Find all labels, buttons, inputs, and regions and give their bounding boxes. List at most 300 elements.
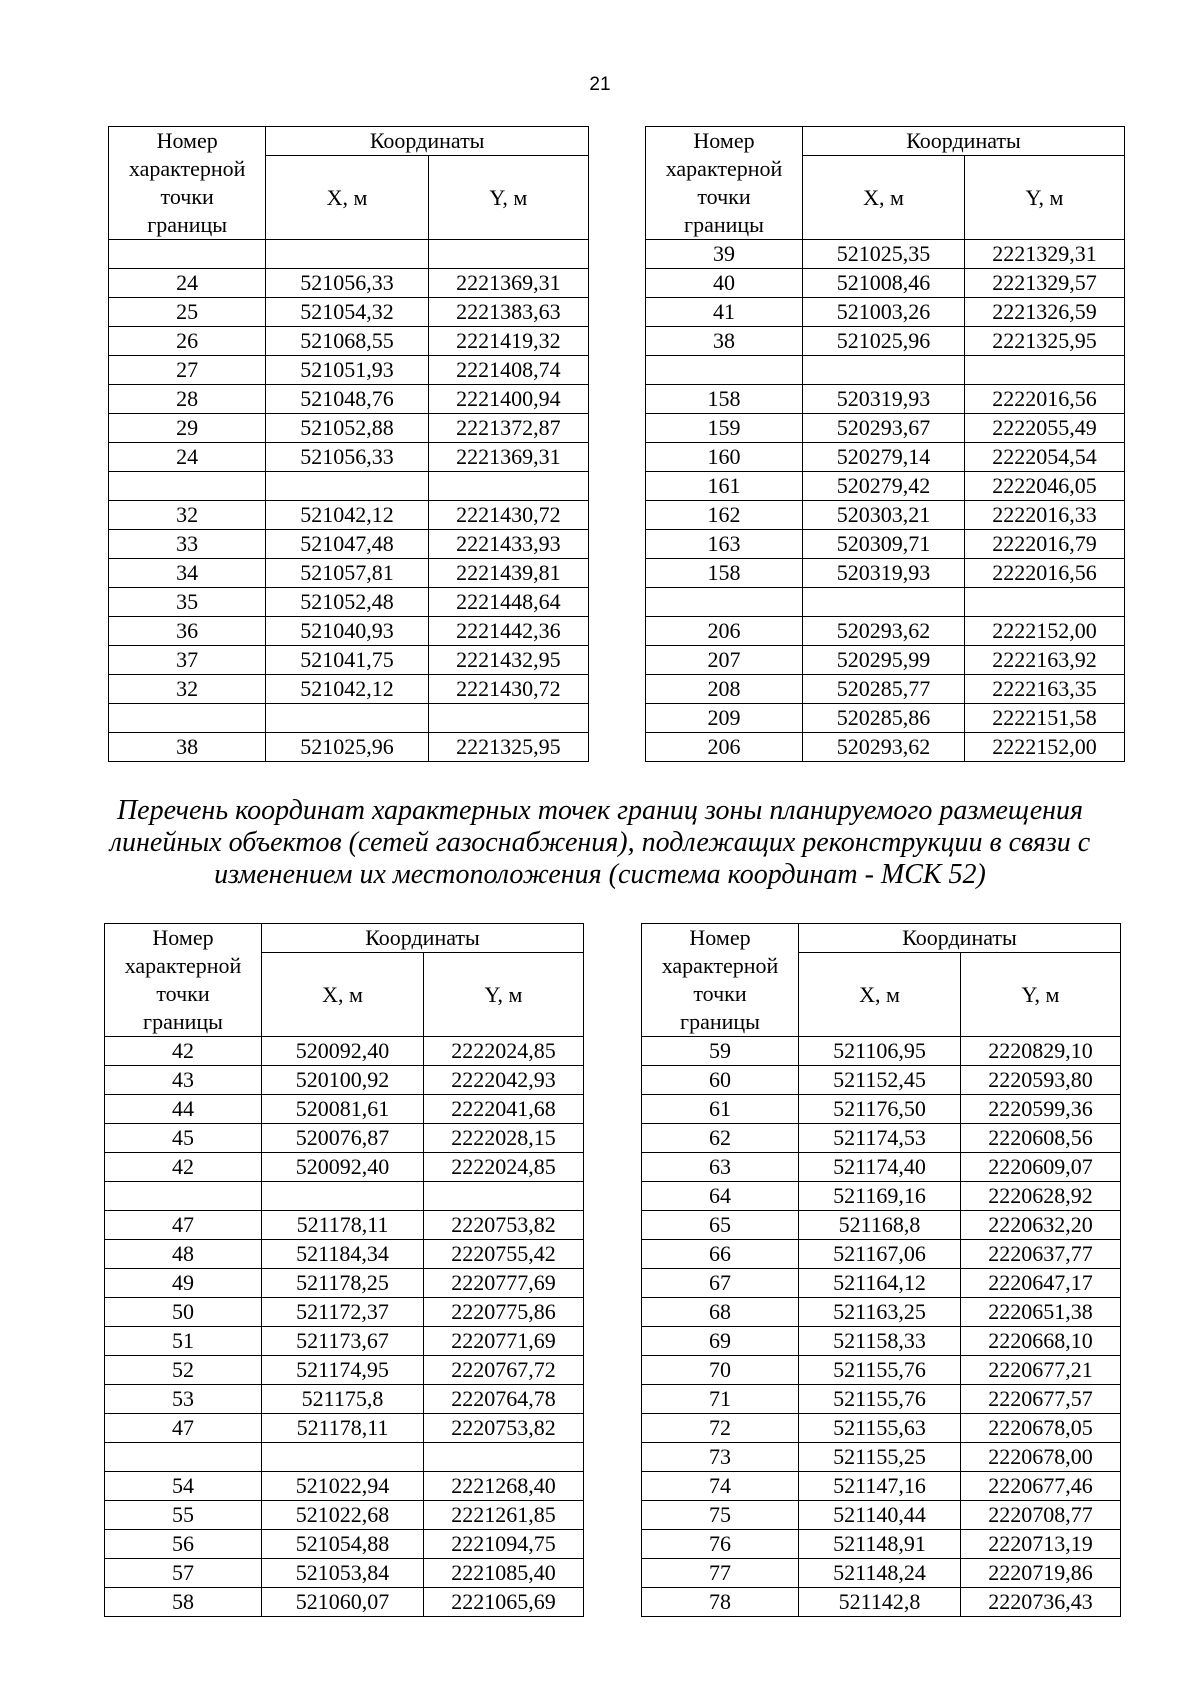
point-number-cell: 68 (642, 1298, 799, 1327)
point-number-cell: 32 (109, 675, 266, 704)
y-coordinate-cell: 2220608,56 (961, 1124, 1121, 1153)
table-row (642, 1298, 1121, 1327)
y-coordinate-cell: 2220719,86 (961, 1559, 1121, 1588)
x-coordinate-cell: 520081,61 (262, 1095, 424, 1124)
table-row (642, 1414, 1121, 1443)
point-number-cell: 42 (105, 1037, 262, 1066)
x-coordinate-cell: 520285,86 (803, 704, 965, 733)
x-coordinate-cell: 521042,12 (266, 675, 428, 704)
x-coordinate-cell: 521173,67 (262, 1327, 424, 1356)
header-row (642, 924, 1121, 953)
y-coordinate-cell: 2220651,38 (961, 1298, 1121, 1327)
point-number-cell: 32 (109, 501, 266, 530)
table-row (642, 1211, 1121, 1240)
point-number-cell: 41 (646, 298, 803, 327)
x-coordinate-cell: 521025,96 (803, 327, 965, 356)
table-row (105, 1588, 584, 1617)
table-row (646, 617, 1125, 646)
y-coordinate-cell: 2221094,75 (424, 1530, 584, 1559)
x-header: X, м (799, 953, 961, 1037)
y-coordinate-cell: 2220677,46 (961, 1472, 1121, 1501)
x-header: X, м (803, 156, 965, 240)
y-coordinate-cell: 2220593,80 (961, 1066, 1121, 1095)
point-number-cell: 44 (105, 1095, 262, 1124)
coordinates-table-4 (641, 923, 1121, 1617)
y-coordinate-cell: 2222152,00 (965, 733, 1125, 762)
table-row (109, 443, 589, 472)
x-coordinate-cell (266, 704, 428, 733)
y-header: Y, м (428, 156, 588, 240)
table-row (105, 1356, 584, 1385)
point-number-cell: 76 (642, 1530, 799, 1559)
point-number-cell: 24 (109, 269, 266, 298)
point-number-cell (105, 1182, 262, 1211)
y-coordinate-cell: 2220755,42 (424, 1240, 584, 1269)
y-coordinate-cell: 2220678,00 (961, 1443, 1121, 1472)
y-coordinate-cell: 2221329,31 (965, 240, 1125, 269)
point-number-header-line: границы (684, 212, 764, 237)
y-coordinate-cell: 2220678,05 (961, 1414, 1121, 1443)
table-row (646, 588, 1125, 617)
y-coordinate-cell: 2222151,58 (965, 704, 1125, 733)
x-coordinate-cell: 520309,71 (803, 530, 965, 559)
point-number-cell: 162 (646, 501, 803, 530)
table-row (105, 1211, 584, 1240)
table-row (642, 1559, 1121, 1588)
point-number-cell: 55 (105, 1501, 262, 1530)
point-number-cell: 52 (105, 1356, 262, 1385)
point-number-cell: 159 (646, 414, 803, 443)
y-coordinate-cell (424, 1182, 584, 1211)
coordinates-header: Координаты (803, 127, 1125, 156)
point-number-cell: 72 (642, 1414, 799, 1443)
x-coordinate-cell: 521158,33 (799, 1327, 961, 1356)
x-coordinate-cell: 521167,06 (799, 1240, 961, 1269)
table-row (105, 1066, 584, 1095)
y-coordinate-cell: 2221448,64 (428, 588, 588, 617)
y-coordinate-cell: 2221085,40 (424, 1559, 584, 1588)
point-number-cell: 65 (642, 1211, 799, 1240)
coordinates-table-1 (108, 126, 589, 762)
x-coordinate-cell (803, 588, 965, 617)
table-row (105, 1530, 584, 1559)
y-coordinate-cell: 2221325,95 (965, 327, 1125, 356)
point-number-cell: 47 (105, 1211, 262, 1240)
point-number-cell: 38 (646, 327, 803, 356)
table-row (109, 733, 589, 762)
x-coordinate-cell: 521168,8 (799, 1211, 961, 1240)
table-row (109, 298, 589, 327)
table-row (105, 1182, 584, 1211)
y-coordinate-cell: 2220777,69 (424, 1269, 584, 1298)
table-row (642, 1443, 1121, 1472)
point-number-cell: 61 (642, 1095, 799, 1124)
table-row (105, 1559, 584, 1588)
table-row (109, 617, 589, 646)
table-row (646, 414, 1125, 443)
y-coordinate-cell: 2222016,56 (965, 385, 1125, 414)
table-row (109, 501, 589, 530)
point-number-cell: 60 (642, 1066, 799, 1095)
y-coordinate-cell: 2221433,93 (428, 530, 588, 559)
x-coordinate-cell: 521147,16 (799, 1472, 961, 1501)
coordinates-header: Координаты (262, 924, 584, 953)
point-number-cell: 25 (109, 298, 266, 327)
table-row (109, 327, 589, 356)
point-number-cell: 26 (109, 327, 266, 356)
point-number-cell: 50 (105, 1298, 262, 1327)
x-coordinate-cell: 521142,8 (799, 1588, 961, 1617)
point-number-cell: 70 (642, 1356, 799, 1385)
y-coordinate-cell: 2220736,43 (961, 1588, 1121, 1617)
point-number-cell: 37 (109, 646, 266, 675)
point-number-cell: 27 (109, 356, 266, 385)
point-number-cell: 75 (642, 1501, 799, 1530)
y-coordinate-cell: 2221326,59 (965, 298, 1125, 327)
table-row (642, 1356, 1121, 1385)
table-row (646, 356, 1125, 385)
y-coordinate-cell: 2220753,82 (424, 1414, 584, 1443)
y-coordinate-cell: 2220753,82 (424, 1211, 584, 1240)
point-number-cell: 43 (105, 1066, 262, 1095)
point-number-header (109, 127, 266, 240)
coordinates-table-3 (104, 923, 584, 1617)
y-coordinate-cell: 2221372,87 (428, 414, 588, 443)
x-coordinate-cell: 521068,55 (266, 327, 428, 356)
table-row (646, 240, 1125, 269)
y-coordinate-cell: 2222016,56 (965, 559, 1125, 588)
x-coordinate-cell: 520295,99 (803, 646, 965, 675)
point-number-cell: 209 (646, 704, 803, 733)
x-coordinate-cell: 521051,93 (266, 356, 428, 385)
header-row (105, 924, 584, 953)
y-coordinate-cell: 2221325,95 (428, 733, 588, 762)
y-coordinate-cell: 2222024,85 (424, 1037, 584, 1066)
table-row (646, 501, 1125, 530)
point-number-cell: 49 (105, 1269, 262, 1298)
point-number-header-line: Номер (152, 925, 214, 950)
table-row (642, 1066, 1121, 1095)
y-coordinate-cell: 2221383,63 (428, 298, 588, 327)
y-coordinate-cell: 2221430,72 (428, 675, 588, 704)
y-coordinate-cell: 2222016,33 (965, 501, 1125, 530)
point-number-cell: 74 (642, 1472, 799, 1501)
y-coordinate-cell: 2220775,86 (424, 1298, 584, 1327)
point-number-cell: 39 (646, 240, 803, 269)
table-row (646, 646, 1125, 675)
point-number-cell: 161 (646, 472, 803, 501)
y-coordinate-cell: 2221439,81 (428, 559, 588, 588)
x-coordinate-cell: 520076,87 (262, 1124, 424, 1153)
y-coordinate-cell: 2221065,69 (424, 1588, 584, 1617)
x-coordinate-cell (266, 472, 428, 501)
point-number-cell: 57 (105, 1559, 262, 1588)
y-coordinate-cell: 2220829,10 (961, 1037, 1121, 1066)
x-coordinate-cell: 521041,75 (266, 646, 428, 675)
y-coordinate-cell (965, 356, 1125, 385)
x-coordinate-cell: 521022,68 (262, 1501, 424, 1530)
x-coordinate-cell: 521155,63 (799, 1414, 961, 1443)
point-number-cell: 206 (646, 617, 803, 646)
x-coordinate-cell: 520319,93 (803, 385, 965, 414)
y-coordinate-cell: 2222046,05 (965, 472, 1125, 501)
point-number-header-line: характерной (665, 156, 783, 181)
x-coordinate-cell: 521025,35 (803, 240, 965, 269)
point-number-header-line: Номер (156, 128, 218, 153)
x-coordinate-cell: 521042,12 (266, 501, 428, 530)
point-number-cell: 28 (109, 385, 266, 414)
table-row (105, 1269, 584, 1298)
table-row (105, 1414, 584, 1443)
point-number-header-line: точки (156, 981, 210, 1006)
y-coordinate-cell: 2222054,54 (965, 443, 1125, 472)
y-header: Y, м (424, 953, 584, 1037)
y-coordinate-cell (965, 588, 1125, 617)
point-number-cell (109, 704, 266, 733)
x-coordinate-cell: 521140,44 (799, 1501, 961, 1530)
y-coordinate-cell (428, 704, 588, 733)
point-number-header (105, 924, 262, 1037)
point-number-cell: 62 (642, 1124, 799, 1153)
y-coordinate-cell: 2220647,17 (961, 1269, 1121, 1298)
table-row (109, 704, 589, 733)
y-coordinate-cell: 2220677,57 (961, 1385, 1121, 1414)
x-coordinate-cell: 521040,93 (266, 617, 428, 646)
x-coordinate-cell: 521025,96 (266, 733, 428, 762)
point-number-cell: 48 (105, 1240, 262, 1269)
table-row (105, 1095, 584, 1124)
y-coordinate-cell: 2221432,95 (428, 646, 588, 675)
point-number-cell: 69 (642, 1327, 799, 1356)
point-number-cell: 35 (109, 588, 266, 617)
table-row (646, 298, 1125, 327)
x-coordinate-cell: 520092,40 (262, 1037, 424, 1066)
x-coordinate-cell: 521052,88 (266, 414, 428, 443)
y-coordinate-cell (428, 472, 588, 501)
table-row (642, 1385, 1121, 1414)
x-coordinate-cell: 521056,33 (266, 269, 428, 298)
x-coordinate-cell: 521052,48 (266, 588, 428, 617)
point-number-header-line: границы (143, 1009, 223, 1034)
point-number-header-line: границы (147, 212, 228, 237)
table-row (642, 1588, 1121, 1617)
y-coordinate-cell: 2221408,74 (428, 356, 588, 385)
y-coordinate-cell (428, 240, 588, 269)
x-coordinate-cell: 520293,67 (803, 414, 965, 443)
table-row (646, 472, 1125, 501)
table-row (109, 356, 589, 385)
y-coordinate-cell: 2220668,10 (961, 1327, 1121, 1356)
x-coordinate-cell: 521172,37 (262, 1298, 424, 1327)
header-row (646, 127, 1125, 156)
x-header: X, м (262, 953, 424, 1037)
x-coordinate-cell: 521175,8 (262, 1385, 424, 1414)
x-coordinate-cell: 521155,76 (799, 1356, 961, 1385)
table-row (109, 414, 589, 443)
point-number-cell: 158 (646, 559, 803, 588)
y-coordinate-cell: 2222055,49 (965, 414, 1125, 443)
table-row (109, 646, 589, 675)
table-row (646, 704, 1125, 733)
x-coordinate-cell: 521164,12 (799, 1269, 961, 1298)
table-row (642, 1472, 1121, 1501)
x-coordinate-cell (803, 356, 965, 385)
point-number-header (642, 924, 799, 1037)
point-number-header-line: границы (680, 1009, 760, 1034)
point-number-header (646, 127, 803, 240)
x-coordinate-cell: 521048,76 (266, 385, 428, 414)
table-row (642, 1530, 1121, 1559)
x-coordinate-cell: 520092,40 (262, 1153, 424, 1182)
y-coordinate-cell: 2221400,94 (428, 385, 588, 414)
point-number-cell: 33 (109, 530, 266, 559)
x-coordinate-cell: 520303,21 (803, 501, 965, 530)
y-header: Y, м (961, 953, 1121, 1037)
y-coordinate-cell: 2221268,40 (424, 1472, 584, 1501)
y-coordinate-cell: 2221442,36 (428, 617, 588, 646)
y-coordinate-cell: 2220599,36 (961, 1095, 1121, 1124)
x-coordinate-cell: 521056,33 (266, 443, 428, 472)
y-coordinate-cell: 2220637,77 (961, 1240, 1121, 1269)
table-row (646, 385, 1125, 414)
point-number-cell: 163 (646, 530, 803, 559)
table-row (109, 530, 589, 559)
y-coordinate-cell: 2222163,92 (965, 646, 1125, 675)
x-coordinate-cell: 521054,32 (266, 298, 428, 327)
point-number-cell: 59 (642, 1037, 799, 1066)
point-number-header-line: характерной (128, 156, 246, 181)
table-row (105, 1240, 584, 1269)
table-row (105, 1472, 584, 1501)
table-row (646, 559, 1125, 588)
y-coordinate-cell: 2220677,21 (961, 1356, 1121, 1385)
point-number-cell: 158 (646, 385, 803, 414)
y-coordinate-cell: 2222024,85 (424, 1153, 584, 1182)
x-coordinate-cell (262, 1182, 424, 1211)
y-coordinate-cell: 2220609,07 (961, 1153, 1121, 1182)
table-row (646, 733, 1125, 762)
point-number-cell: 45 (105, 1124, 262, 1153)
point-number-header-line: характерной (661, 953, 779, 978)
point-number-header-line: точки (693, 981, 747, 1006)
page-number: 21 (589, 74, 611, 95)
point-number-cell: 78 (642, 1588, 799, 1617)
point-number-cell: 67 (642, 1269, 799, 1298)
y-coordinate-cell: 2220628,92 (961, 1182, 1121, 1211)
point-number-cell: 77 (642, 1559, 799, 1588)
x-coordinate-cell: 521022,94 (262, 1472, 424, 1501)
y-coordinate-cell: 2220632,20 (961, 1211, 1121, 1240)
x-coordinate-cell: 521003,26 (803, 298, 965, 327)
table-row (642, 1501, 1121, 1530)
x-coordinate-cell (262, 1443, 424, 1472)
point-number-cell: 24 (109, 443, 266, 472)
point-number-cell (105, 1443, 262, 1472)
table-row (109, 269, 589, 298)
table-row (646, 530, 1125, 559)
x-coordinate-cell: 521174,95 (262, 1356, 424, 1385)
x-coordinate-cell: 521184,34 (262, 1240, 424, 1269)
x-coordinate-cell: 520279,14 (803, 443, 965, 472)
point-number-header-line: Номер (693, 128, 755, 153)
heading-line: Перечень координат характерных точек границ зоны планируемого размещения (116, 795, 1084, 826)
table-row (105, 1501, 584, 1530)
x-coordinate-cell: 521163,25 (799, 1298, 961, 1327)
y-header: Y, м (965, 156, 1125, 240)
table-row (109, 559, 589, 588)
point-number-cell: 66 (642, 1240, 799, 1269)
section-heading (80, 795, 1120, 891)
y-coordinate-cell: 2222152,00 (965, 617, 1125, 646)
point-number-cell: 40 (646, 269, 803, 298)
y-coordinate-cell: 2220767,72 (424, 1356, 584, 1385)
x-coordinate-cell: 521148,24 (799, 1559, 961, 1588)
table-row (642, 1095, 1121, 1124)
y-coordinate-cell: 2221261,85 (424, 1501, 584, 1530)
x-coordinate-cell: 521152,45 (799, 1066, 961, 1095)
point-number-cell: 64 (642, 1182, 799, 1211)
point-number-cell (109, 472, 266, 501)
table-row (642, 1327, 1121, 1356)
coordinates-header: Координаты (266, 127, 589, 156)
point-number-cell: 208 (646, 675, 803, 704)
x-coordinate-cell: 520293,62 (803, 617, 965, 646)
table-row (105, 1153, 584, 1182)
point-number-header-line: точки (160, 184, 214, 209)
x-coordinate-cell: 520293,62 (803, 733, 965, 762)
table-row (109, 385, 589, 414)
point-number-header-line: Номер (689, 925, 751, 950)
heading-line: изменением их местоположения (система координат - МСК 52) (214, 859, 986, 890)
point-number-cell: 73 (642, 1443, 799, 1472)
x-coordinate-cell: 521054,88 (262, 1530, 424, 1559)
y-coordinate-cell: 2220764,78 (424, 1385, 584, 1414)
y-coordinate-cell (424, 1443, 584, 1472)
table-row (642, 1124, 1121, 1153)
point-number-cell: 34 (109, 559, 266, 588)
table-row (646, 269, 1125, 298)
x-coordinate-cell: 521047,48 (266, 530, 428, 559)
point-number-cell (646, 356, 803, 385)
point-number-cell (646, 588, 803, 617)
x-coordinate-cell: 521060,07 (262, 1588, 424, 1617)
table-row (105, 1037, 584, 1066)
x-coordinate-cell: 521178,11 (262, 1211, 424, 1240)
x-coordinate-cell: 521057,81 (266, 559, 428, 588)
x-coordinate-cell: 521155,76 (799, 1385, 961, 1414)
x-coordinate-cell: 521174,40 (799, 1153, 961, 1182)
point-number-cell: 207 (646, 646, 803, 675)
y-coordinate-cell: 2221369,31 (428, 443, 588, 472)
table-row (109, 588, 589, 617)
coordinates-header: Координаты (799, 924, 1121, 953)
x-coordinate-cell: 521008,46 (803, 269, 965, 298)
y-coordinate-cell: 2222163,35 (965, 675, 1125, 704)
y-coordinate-cell: 2221430,72 (428, 501, 588, 530)
point-number-cell: 54 (105, 1472, 262, 1501)
point-number-header-line: характерной (124, 953, 242, 978)
table-row (105, 1327, 584, 1356)
x-coordinate-cell: 521169,16 (799, 1182, 961, 1211)
x-coordinate-cell: 521053,84 (262, 1559, 424, 1588)
table-row (646, 443, 1125, 472)
point-number-cell: 206 (646, 733, 803, 762)
point-number-cell: 63 (642, 1153, 799, 1182)
table-row (642, 1153, 1121, 1182)
table-row (646, 327, 1125, 356)
table-row (642, 1269, 1121, 1298)
table-row (105, 1298, 584, 1327)
